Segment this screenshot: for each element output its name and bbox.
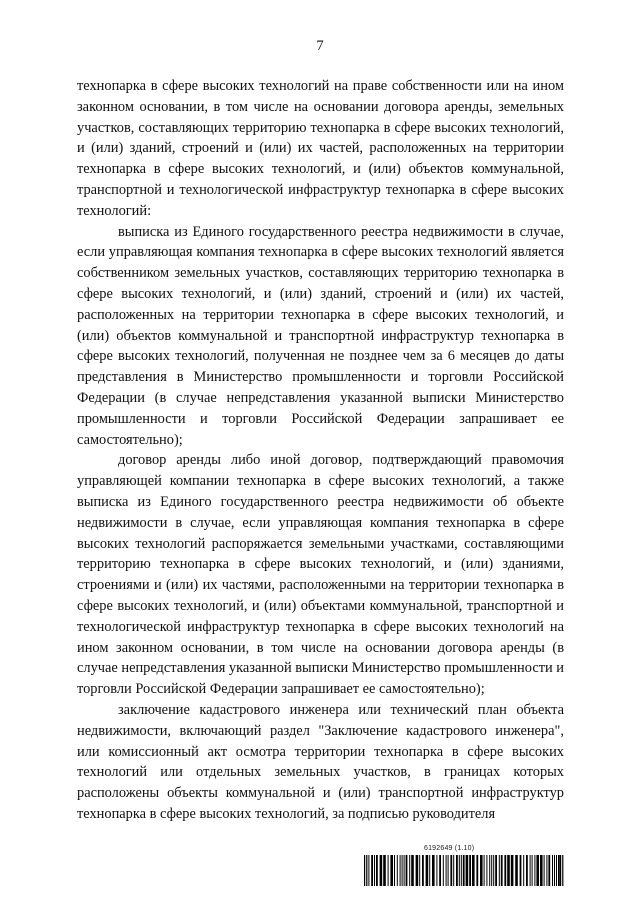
- paragraph-egrn-extract: выписка из Единого государственного реестра недвижимости в случае, если управляющая компания технопарка в сфере высоких технологий является собственником земельных участков, составляющих территорию технопарка в сфере высоких технологий, и (или) зданий, строений и (или) их частей, расположенных на территории технопарка в сфере высоких технологий, и (или) объектов коммунальной и транспортной инфраструктур технопарка в сфере высоких технологий, полученная не позднее чем за 6 месяцев до даты представления в Министерство промышленности и торговли Российской Федерации (в случае непредставления указанной выписки Министерство промышленности и торговли Российской Федерации запрашивает ее самостоятельно);: [77, 223, 564, 448]
- document-body: [77, 76, 564, 825]
- barcode: [364, 855, 564, 886]
- paragraph-cadastral-conclusion: заключение кадастрового инженера или технический план объекта недвижимости, включающий раздел "Заключение кадастрового инженера", или комиссионный акт осмотра территории технопарка в сфере высоких технологий или отдельных земельных участков, в границах которых расположены объекты коммунальной и (или) транспортной инфраструктур технопарка в сфере высоких технологий, за подписью руководителя: [77, 701, 564, 822]
- document-code: 6192649 (1.10): [424, 845, 475, 852]
- paragraph-continued: технопарка в сфере высоких технологий на праве собственности или на ином законном основании, в том числе на основании договора аренды, земельных участков, составляющих территорию технопарка в сфере высоких технологий, и (или) зданий, строений и (или) их частей, расположенных на территории технопарка в сфере высоких технологий, и (или) объектов коммунальной, транспортной и технологической инфраструктур технопарка в сфере высоких технологий:: [77, 78, 564, 219]
- paragraph-lease-agreement: договор аренды либо иной договор, подтверждающий правомочия управляющей компании технопарка в сфере высоких технологий, а также выписка из Единого государственного реестра недвижимости об объекте недвижимости в случае, если управляющая компания технопарка в сфере высоких технологий распоряжается земельными участками, составляющими территорию технопарка в сфере высоких технологий, и (или) зданиями, строениями и (или) их частями, расположенными на территории технопарка в сфере высоких технологий, и (или) объектами коммунальной, транспортной и технологической инфраструктур технопарка в сфере высоких технологий на ином законном основании, в том числе на основании договора аренды (в случае непредставления указанной выписки Министерство промышленности и торговли Российской Федерации запрашивает ее самостоятельно);: [77, 452, 564, 698]
- page-number: 7: [316, 38, 324, 54]
